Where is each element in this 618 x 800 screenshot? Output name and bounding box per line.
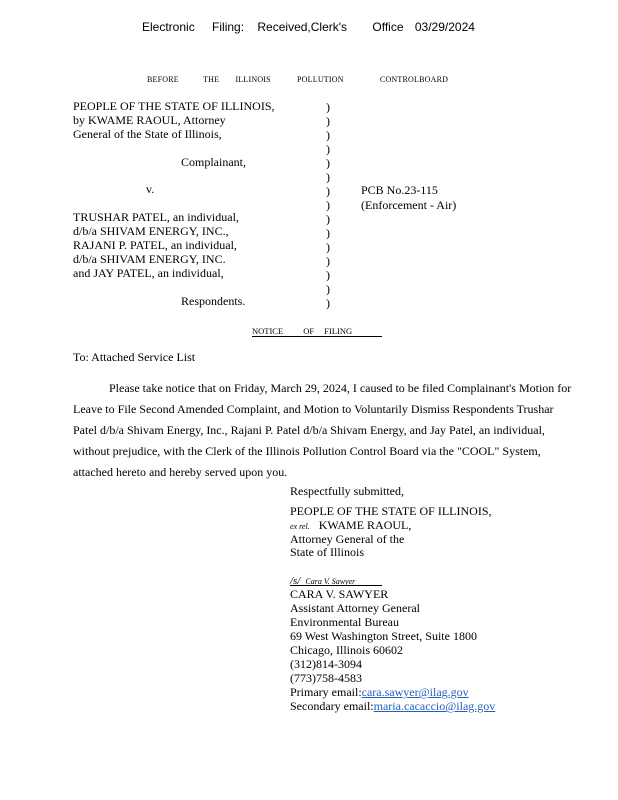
- secondary-email-link[interactable]: maria.cacaccio@ilag.gov: [373, 699, 496, 713]
- board-title: [147, 75, 448, 84]
- defendant-block: [73, 210, 239, 280]
- board-word-the: THE: [203, 75, 220, 84]
- plaintiff-line: by KWAME RAOUL, Attorney: [73, 113, 226, 127]
- s-name: Cara V. Sawyer: [305, 577, 356, 586]
- closing: Respectfully submitted,: [290, 484, 404, 498]
- versus-label: v.: [146, 182, 155, 196]
- board-word-before: BEFORE: [147, 75, 179, 84]
- signer-city: Chicago, Illinois 60602: [290, 643, 403, 657]
- s-mark: /s/: [290, 575, 301, 587]
- header-office: Office: [372, 20, 404, 34]
- board-word-illinois: ILLINOIS: [235, 75, 271, 84]
- case-type: (Enforcement - Air): [361, 198, 457, 212]
- ag-line-1: Attorney General of the: [290, 532, 405, 546]
- notice-word: FILING: [324, 326, 353, 336]
- people-line: PEOPLE OF THE STATE OF ILLINOIS,: [290, 504, 492, 518]
- notice-word: OF: [303, 326, 315, 336]
- plaintiff-block: [73, 99, 275, 141]
- defendant-line: d/b/a SHIVAM ENERGY, INC.: [73, 252, 226, 266]
- defendant-line: d/b/a SHIVAM ENERGY, INC.,: [73, 224, 229, 238]
- raoul-name: KWAME RAOUL,: [318, 518, 412, 532]
- respondents-label: Respondents.: [181, 294, 246, 308]
- defendant-line: and JAY PATEL, an individual,: [73, 266, 224, 280]
- efiling-header: [142, 20, 475, 34]
- header-date: 03/29/2024: [414, 20, 475, 34]
- signer-phone-1: (312)814-3094: [290, 657, 362, 671]
- primary-email-line: [290, 685, 469, 700]
- notice-paragraph-text: Please take notice that on Friday, March 29, 2024, I caused to be filed Complainant's Motion for Leave to File Second Amended Complaint, and Motion to Voluntarily Dismiss Respondents Trushar Patel d/b/a Shivam Energy, Inc., Rajani P. Patel d/b/a Shivam Energy, and Jay Patel, an individual, without prejudice, with the Clerk of the Illinois Pollution Control Board via the "COOL" System, attached hereto and hereby served upon you.: [73, 381, 572, 479]
- header-filing: Filing:: [212, 20, 245, 34]
- plaintiff-line: PEOPLE OF THE STATE OF ILLINOIS,: [73, 99, 275, 113]
- notice-word: NOTICE: [252, 326, 284, 336]
- defendant-line: TRUSHAR PATEL, an individual,: [73, 210, 239, 224]
- secondary-email-line: [290, 699, 495, 714]
- caption-parens: ) ) ) ) ) ) ) ) ) ) ) ) ) ) ): [326, 100, 330, 310]
- defendant-line: RAJANI P. PATEL, an individual,: [73, 238, 237, 252]
- primary-email-link[interactable]: cara.sawyer@ilag.gov: [361, 685, 469, 699]
- notice-title: [252, 326, 382, 337]
- signer-name: CARA V. SAWYER: [290, 587, 389, 601]
- case-number: PCB No.23-115: [361, 183, 438, 197]
- signer-phone-2: (773)758-4583: [290, 671, 362, 685]
- signer-address: 69 West Washington Street, Suite 1800: [290, 629, 477, 643]
- board-word-pollution: POLLUTION: [297, 75, 344, 84]
- ex-rel: ex rel.: [290, 522, 310, 531]
- to-line: To: Attached Service List: [73, 350, 196, 364]
- board-word-controlboard: CONTROLBOARD: [379, 75, 449, 84]
- plaintiff-line: General of the State of Illinois,: [73, 127, 222, 141]
- primary-email-label: Primary email:: [290, 685, 362, 699]
- ag-line-2: State of Illinois: [290, 545, 364, 559]
- signer-title: Assistant Attorney General: [290, 601, 420, 615]
- signature-underline: [290, 585, 382, 586]
- header-received: Received,Clerk's: [257, 20, 348, 34]
- complainant-label: Complainant,: [181, 155, 246, 169]
- notice-paragraph: [73, 378, 573, 483]
- signer-bureau: Environmental Bureau: [290, 615, 399, 629]
- header-electronic: Electronic: [142, 20, 195, 34]
- secondary-email-label: Secondary email:: [290, 699, 374, 713]
